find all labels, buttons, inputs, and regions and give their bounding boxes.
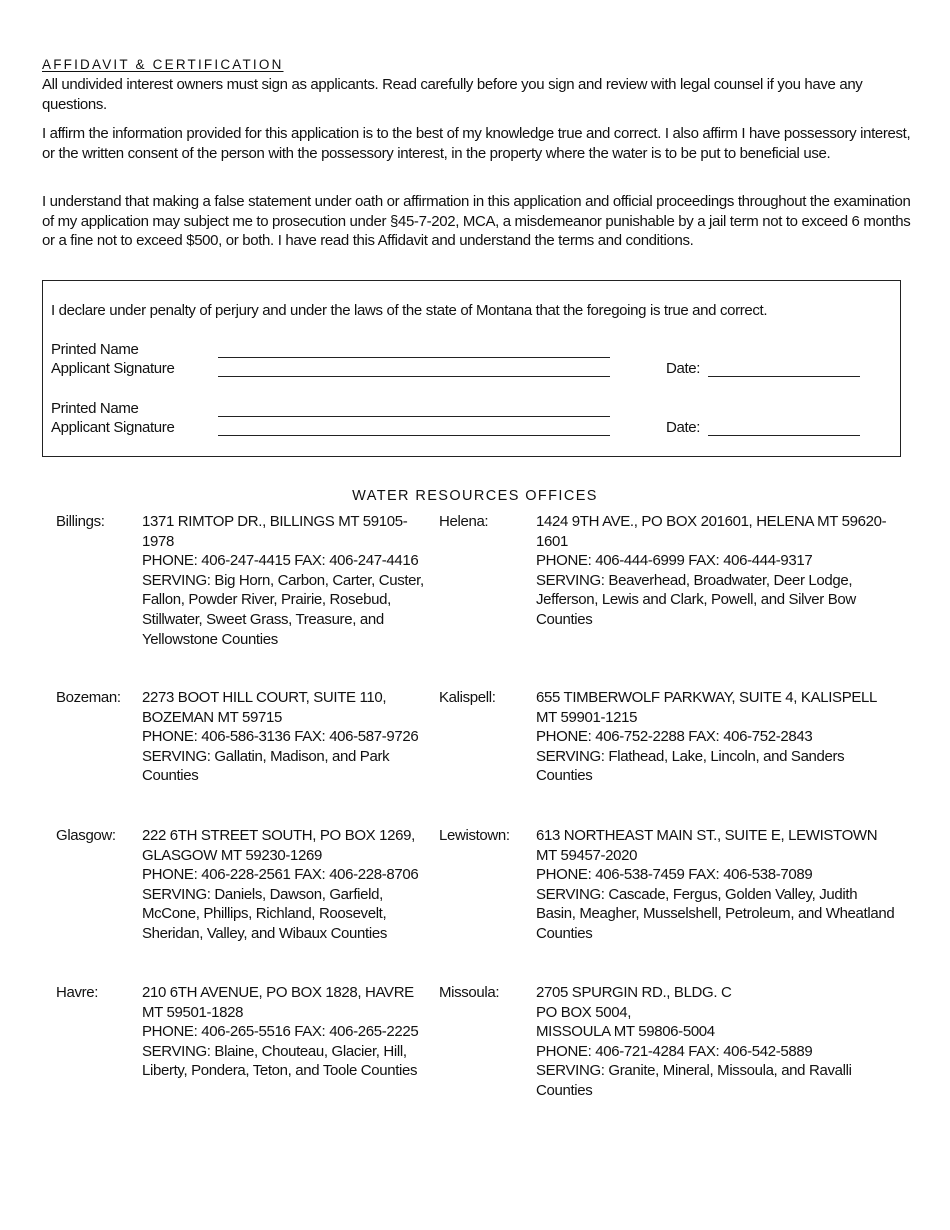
office-info-kalispell: [536, 688, 898, 786]
affidavit-paragraph-3: I understand that making a false statement under oath or affirmation in this application and official proceedings throughout the examination of my application may subject me to prosecution under §45-7-202, MCA, a misdemeanor punishable by a jail term not to exceed 6 months or a fine not to exceed $500, or both. I have read this Affidavit and understand the terms and conditions.: [42, 193, 911, 250]
printed-name-label-1: Printed Name: [51, 341, 139, 358]
office-phone-fax: PHONE: 406-538-7459 FAX: 406-538-7089: [536, 866, 813, 884]
signature-line-1[interactable]: [218, 376, 610, 377]
office-name-missoula: Missoula:: [439, 984, 500, 1001]
office-info-glasgow: [142, 826, 424, 944]
office-serving: SERVING: Big Horn, Carbon, Carter, Custer, Fallon, Powder River, Prairie, Rosebud, Stillwater, Sweet Grass, Treasure, and Yellowstone Counties: [142, 571, 424, 648]
office-name-billings: Billings:: [56, 513, 105, 530]
affidavit-paragraph-1: All undivided interest owners must sign as applicants. Read carefully before you sign and review with legal counsel if you have any questions.: [42, 76, 863, 113]
date-line-1[interactable]: [708, 376, 860, 377]
office-serving: SERVING: Daniels, Dawson, Garfield, McCone, Phillips, Richland, Roosevelt, Sheridan, Valley, and Wibaux Counties: [142, 885, 387, 942]
affidavit-paragraph-2: I affirm the information provided for this application is to the best of my knowledge true and correct. I also affirm I have possessory interest, or the written consent of the person with the possessory interest, in the property where the water is to be put to beneficial use.: [42, 125, 911, 162]
date-label-1: Date:: [666, 360, 701, 377]
office-address: 210 6TH AVENUE, PO BOX 1828, HAVRE MT 59501-1828: [142, 984, 414, 1021]
office-serving: SERVING: Beaverhead, Broadwater, Deer Lodge, Jefferson, Lewis and Clark, Powell, and Silver Bow Counties: [536, 571, 856, 628]
office-address: 222 6TH STREET SOUTH, PO BOX 1269, GLASGOW MT 59230-1269: [142, 827, 415, 864]
date-label-2: Date:: [666, 419, 701, 436]
office-info-helena: [536, 512, 898, 630]
signature-label-1: Applicant Signature: [51, 360, 175, 377]
printed-name-label-2: Printed Name: [51, 400, 139, 417]
office-address: 1424 9TH AVE., PO BOX 201601, HELENA MT 59620-1601: [536, 513, 887, 550]
declaration-box: [42, 280, 901, 457]
office-phone-fax: PHONE: 406-247-4415 FAX: 406-247-4416: [142, 552, 419, 570]
office-info-missoula: [536, 983, 898, 1101]
office-po-box: PO BOX 5004,: [536, 1003, 632, 1021]
office-name-havre: Havre:: [56, 984, 99, 1001]
printed-name-line-1[interactable]: [218, 357, 610, 358]
declaration-text: I declare under penalty of perjury and under the laws of the state of Montana that the foregoing is true and correct.: [51, 302, 768, 319]
office-name-bozeman: Bozeman:: [56, 689, 121, 706]
office-phone-fax: PHONE: 406-586-3136 FAX: 406-587-9726: [142, 728, 419, 746]
office-phone-fax: PHONE: 406-444-6999 FAX: 406-444-9317: [536, 552, 813, 570]
date-line-2[interactable]: [708, 435, 860, 436]
office-name-lewistown: Lewistown:: [439, 827, 510, 844]
office-phone-fax: PHONE: 406-228-2561 FAX: 406-228-8706: [142, 866, 419, 884]
office-address: 613 NORTHEAST MAIN ST., SUITE E, LEWISTOWN MT 59457-2020: [536, 827, 878, 864]
office-phone-fax: PHONE: 406-265-5516 FAX: 406-265-2225: [142, 1023, 419, 1041]
office-address: 655 TIMBERWOLF PARKWAY, SUITE 4, KALISPELL MT 59901-1215: [536, 689, 877, 726]
office-serving: SERVING: Cascade, Fergus, Golden Valley, Judith Basin, Meagher, Musselshell, Petroleum, and Wheatland Counties: [536, 885, 895, 942]
office-serving: SERVING: Gallatin, Madison, and Park Counties: [142, 747, 390, 785]
signature-line-2[interactable]: [218, 435, 610, 436]
affidavit-heading: AFFIDAVIT & CERTIFICATION: [42, 57, 284, 72]
office-info-billings: [142, 512, 424, 649]
printed-name-line-2[interactable]: [218, 416, 610, 417]
office-serving: SERVING: Blaine, Chouteau, Glacier, Hill, Liberty, Pondera, Teton, and Toole Counties: [142, 1042, 418, 1080]
offices-title: WATER RESOURCES OFFICES: [352, 488, 598, 504]
office-info-bozeman: [142, 688, 424, 786]
office-phone-fax: PHONE: 406-752-2288 FAX: 406-752-2843: [536, 728, 813, 746]
office-address: 2705 SPURGIN RD., BLDG. C: [536, 984, 732, 1001]
office-city: MISSOULA MT 59806-5004: [536, 1023, 715, 1041]
office-name-glasgow: Glasgow:: [56, 827, 116, 844]
signature-label-2: Applicant Signature: [51, 419, 175, 436]
office-name-kalispell: Kalispell:: [439, 689, 496, 706]
office-phone-fax: PHONE: 406-721-4284 FAX: 406-542-5889: [536, 1042, 813, 1060]
office-info-havre: [142, 983, 424, 1081]
office-name-helena: Helena:: [439, 513, 489, 530]
office-serving: SERVING: Granite, Mineral, Missoula, and Ravalli Counties: [536, 1062, 852, 1099]
office-address: 2273 BOOT HILL COURT, SUITE 110, BOZEMAN MT 59715: [142, 689, 387, 726]
office-serving: SERVING: Flathead, Lake, Lincoln, and Sanders Counties: [536, 747, 845, 785]
office-info-lewistown: [536, 826, 898, 944]
office-address: 1371 RIMTOP DR., BILLINGS MT 59105-1978: [142, 513, 408, 550]
